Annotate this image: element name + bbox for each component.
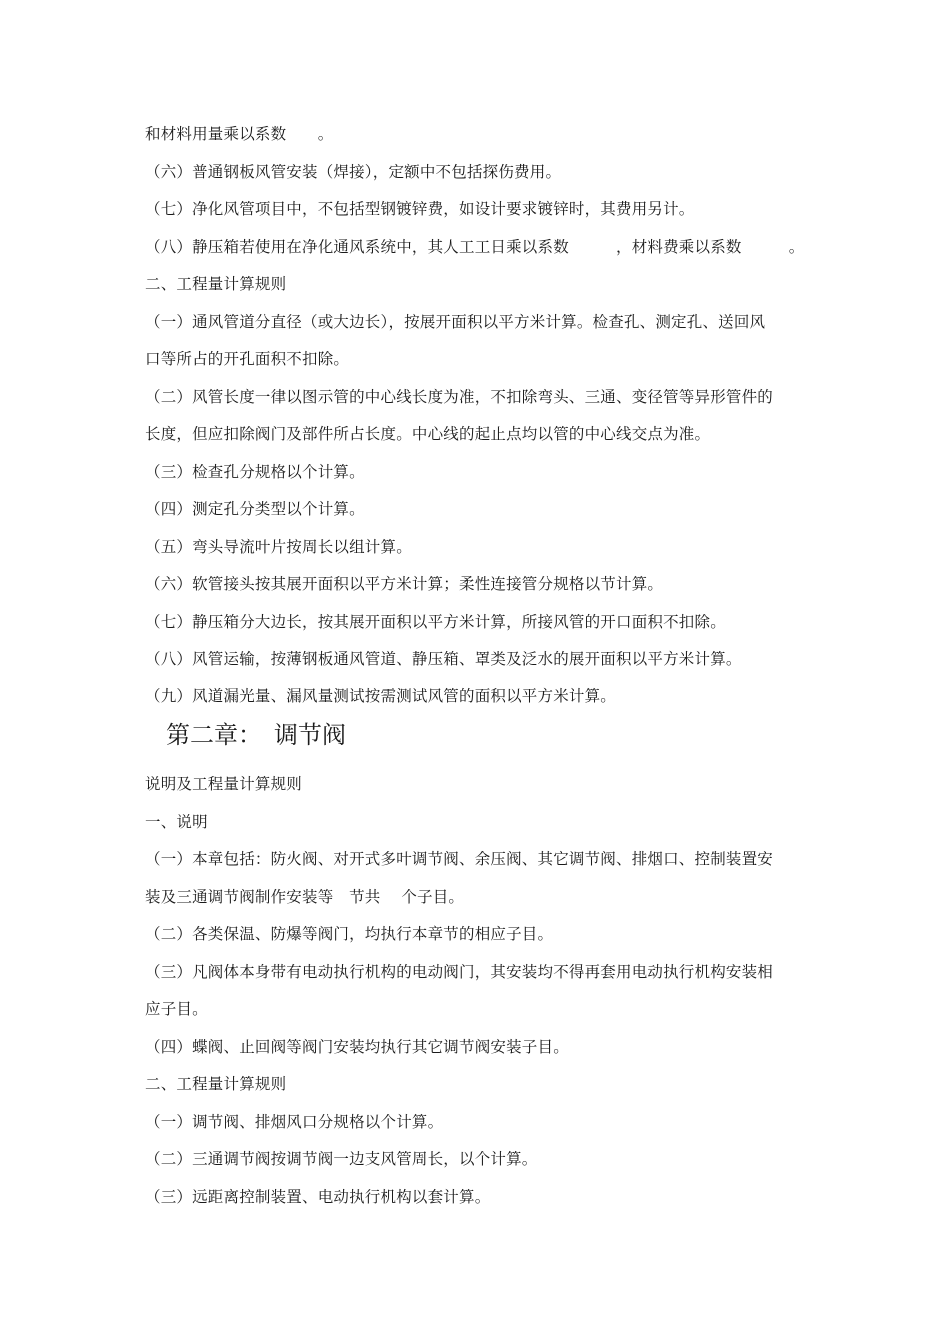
rule-4: （四）测定孔分类型以个计算。 xyxy=(145,500,365,518)
note-1-line-2: 装及三通调节阀制作安装等 节共 个子目。 xyxy=(145,888,465,906)
chapter-rule-3: （三）远距离控制装置、电动执行机构以套计算。 xyxy=(145,1188,491,1206)
paragraph-continuation: 和材料用量乘以系数 。 xyxy=(145,125,334,143)
chapter-rule-2: （二）三通调节阀按调节阀一边支风管周长，以个计算。 xyxy=(145,1150,538,1168)
rule-9: （九）风道漏光量、漏风量测试按需测试风管的面积以平方米计算。 xyxy=(145,687,617,705)
paragraph-item-8: （八）静压箱若使用在净化通风系统中，其人工工日乘以系数 ，材料费乘以系数 。 xyxy=(145,238,805,256)
chapter-subtitle: 说明及工程量计算规则 xyxy=(145,775,303,793)
rule-8: （八）风管运输，按薄钢板通风管道、静压箱、罩类及泛水的展开面积以平方米计算。 xyxy=(145,650,742,668)
rule-2-line-2: 长度，但应扣除阀门及部件所占长度。中心线的起止点均以管的中心线交点为准。 xyxy=(145,425,711,443)
paragraph-item-6: （六）普通钢板风管安装（焊接），定额中不包括探伤费用。 xyxy=(145,163,562,181)
note-4: （四）蝶阀、止回阀等阀门安装均执行其它调节阀安装子目。 xyxy=(145,1038,569,1056)
rule-6: （六）软管接头按其展开面积以平方米计算；柔性连接管分规格以节计算。 xyxy=(145,575,664,593)
rule-2-line-1: （二）风管长度一律以图示管的中心线长度为准，不扣除弯头、三通、变径管等异形管件的 xyxy=(145,388,774,406)
notes-heading: 一、说明 xyxy=(145,813,208,831)
chapter-rules-heading: 二、工程量计算规则 xyxy=(145,1075,287,1093)
rule-3: （三）检查孔分规格以个计算。 xyxy=(145,463,365,481)
rule-1-line-1: （一）通风管道分直径（或大边长），按展开面积以平方米计算。检查孔、测定孔、送回风 xyxy=(145,313,766,331)
chapter-title: 第二章： 调节阀 xyxy=(166,721,346,749)
note-2: （二）各类保温、防爆等阀门，均执行本章节的相应子目。 xyxy=(145,925,554,943)
paragraph-item-7: （七）净化风管项目中，不包括型钢镀锌费，如设计要求镀锌时，其费用另计。 xyxy=(145,200,695,218)
rule-1-line-2: 口等所占的开孔面积不扣除。 xyxy=(145,350,350,368)
section-heading-rules: 二、工程量计算规则 xyxy=(145,275,287,293)
note-3-line-2: 应子目。 xyxy=(145,1000,208,1018)
rule-5: （五）弯头导流叶片按周长以组计算。 xyxy=(145,538,412,556)
note-3-line-1: （三）凡阀体本身带有电动执行机构的电动阀门，其安装均不得再套用电动执行机构安装相 xyxy=(145,963,774,981)
chapter-rule-1: （一）调节阀、排烟风口分规格以个计算。 xyxy=(145,1113,444,1131)
note-1-line-1: （一）本章包括：防火阀、对开式多叶调节阀、余压阀、其它调节阀、排烟口、控制装置安 xyxy=(145,850,774,868)
rule-7: （七）静压箱分大边长，按其展开面积以平方米计算，所接风管的开口面积不扣除。 xyxy=(145,613,726,631)
